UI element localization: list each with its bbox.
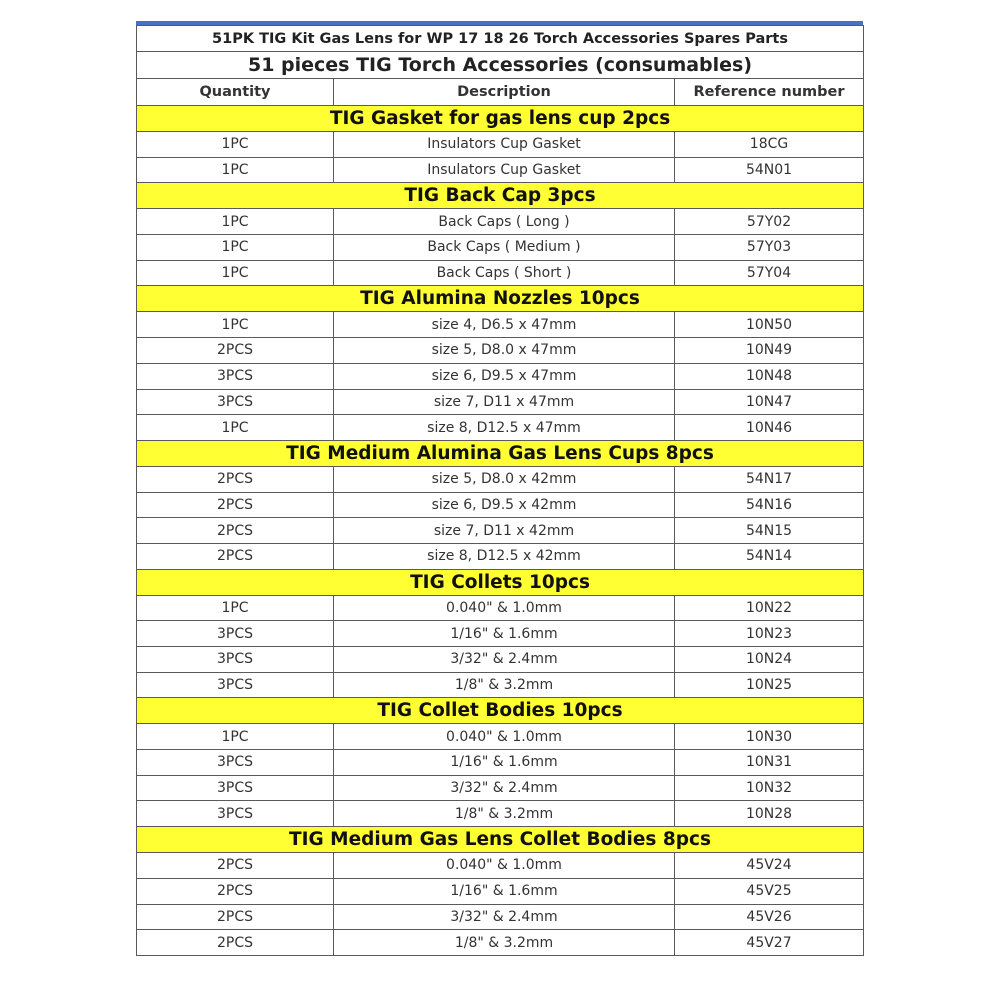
- description-cell: 0.040" & 1.0mm: [334, 595, 675, 621]
- table-row: [137, 930, 864, 956]
- table-row: [137, 209, 864, 235]
- reference-cell: 10N25: [675, 672, 864, 698]
- description-cell: Insulators Cup Gasket: [334, 157, 675, 183]
- quantity-cell: 3PCS: [137, 363, 334, 389]
- quantity-cell: 2PCS: [137, 492, 334, 518]
- table-title: 51PK TIG Kit Gas Lens for WP 17 18 26 Torch Accessories Spares Parts: [137, 26, 864, 52]
- reference-cell: 10N46: [675, 415, 864, 441]
- reference-cell: 45V27: [675, 930, 864, 956]
- reference-cell: 10N47: [675, 389, 864, 415]
- description-cell: 1/16" & 1.6mm: [334, 621, 675, 647]
- reference-cell: 54N15: [675, 518, 864, 544]
- description-cell: Insulators Cup Gasket: [334, 132, 675, 158]
- description-cell: size 6, D9.5 x 42mm: [334, 492, 675, 518]
- reference-cell: 10N48: [675, 363, 864, 389]
- quantity-cell: 1PC: [137, 415, 334, 441]
- reference-cell: 45V25: [675, 878, 864, 904]
- table-row: [137, 492, 864, 518]
- section-title: TIG Collet Bodies 10pcs: [137, 698, 864, 724]
- quantity-cell: 1PC: [137, 595, 334, 621]
- section-header-row: [137, 698, 864, 724]
- quantity-cell: 1PC: [137, 157, 334, 183]
- table-row: [137, 647, 864, 673]
- description-cell: 0.040" & 1.0mm: [334, 724, 675, 750]
- reference-cell: 57Y02: [675, 209, 864, 235]
- reference-cell: 10N50: [675, 312, 864, 338]
- table-row: [137, 389, 864, 415]
- table-row: [137, 157, 864, 183]
- table-row: [137, 312, 864, 338]
- reference-cell: 45V24: [675, 853, 864, 879]
- table-row: [137, 853, 864, 879]
- description-cell: size 8, D12.5 x 42mm: [334, 543, 675, 569]
- quantity-cell: 3PCS: [137, 750, 334, 776]
- description-cell: 1/8" & 3.2mm: [334, 801, 675, 827]
- quantity-cell: 3PCS: [137, 775, 334, 801]
- description-cell: size 6, D9.5 x 47mm: [334, 363, 675, 389]
- quantity-cell: 1PC: [137, 209, 334, 235]
- quantity-cell: 1PC: [137, 132, 334, 158]
- quantity-cell: 2PCS: [137, 878, 334, 904]
- table-row: [137, 724, 864, 750]
- description-cell: size 4, D6.5 x 47mm: [334, 312, 675, 338]
- table-row: [137, 415, 864, 441]
- section-header-row: [137, 569, 864, 595]
- reference-cell: 10N32: [675, 775, 864, 801]
- quantity-cell: 3PCS: [137, 389, 334, 415]
- table-row: [137, 775, 864, 801]
- table-row: [137, 235, 864, 261]
- description-cell: 1/8" & 3.2mm: [334, 672, 675, 698]
- reference-cell: 54N16: [675, 492, 864, 518]
- quantity-cell: 1PC: [137, 260, 334, 286]
- table-row: [137, 466, 864, 492]
- table-row: [137, 878, 864, 904]
- section-title: TIG Medium Alumina Gas Lens Cups 8pcs: [137, 440, 864, 466]
- quantity-cell: 2PCS: [137, 904, 334, 930]
- description-cell: 1/16" & 1.6mm: [334, 878, 675, 904]
- quantity-cell: 2PCS: [137, 518, 334, 544]
- reference-cell: 45V26: [675, 904, 864, 930]
- description-cell: Back Caps ( Short ): [334, 260, 675, 286]
- parts-table-body: [137, 26, 864, 956]
- title-row: [137, 26, 864, 52]
- section-header-row: [137, 827, 864, 853]
- description-cell: 3/32" & 2.4mm: [334, 775, 675, 801]
- section-title: TIG Back Cap 3pcs: [137, 183, 864, 209]
- section-header-row: [137, 286, 864, 312]
- section-header-row: [137, 106, 864, 132]
- description-cell: Back Caps ( Medium ): [334, 235, 675, 261]
- table-row: [137, 672, 864, 698]
- table-row: [137, 543, 864, 569]
- section-title: TIG Gasket for gas lens cup 2pcs: [137, 106, 864, 132]
- quantity-cell: 1PC: [137, 312, 334, 338]
- column-header-reference: Reference number: [675, 79, 864, 106]
- section-title: TIG Collets 10pcs: [137, 569, 864, 595]
- subtitle-row: [137, 52, 864, 79]
- table-row: [137, 750, 864, 776]
- table-row: [137, 595, 864, 621]
- section-title: TIG Medium Gas Lens Collet Bodies 8pcs: [137, 827, 864, 853]
- reference-cell: 10N30: [675, 724, 864, 750]
- description-cell: Back Caps ( Long ): [334, 209, 675, 235]
- quantity-cell: 2PCS: [137, 853, 334, 879]
- parts-table-sheet: [136, 21, 863, 956]
- table-row: [137, 518, 864, 544]
- quantity-cell: 3PCS: [137, 647, 334, 673]
- column-header-description: Description: [334, 79, 675, 106]
- section-header-row: [137, 183, 864, 209]
- quantity-cell: 2PCS: [137, 466, 334, 492]
- reference-cell: 54N14: [675, 543, 864, 569]
- description-cell: size 5, D8.0 x 42mm: [334, 466, 675, 492]
- table-row: [137, 132, 864, 158]
- table-row: [137, 904, 864, 930]
- description-cell: size 8, D12.5 x 47mm: [334, 415, 675, 441]
- column-header-quantity: Quantity: [137, 79, 334, 106]
- description-cell: 3/32" & 2.4mm: [334, 647, 675, 673]
- reference-cell: 57Y04: [675, 260, 864, 286]
- reference-cell: 54N01: [675, 157, 864, 183]
- table-row: [137, 260, 864, 286]
- description-cell: 1/8" & 3.2mm: [334, 930, 675, 956]
- column-header-row: [137, 79, 864, 106]
- quantity-cell: 3PCS: [137, 621, 334, 647]
- table-row: [137, 338, 864, 364]
- section-title: TIG Alumina Nozzles 10pcs: [137, 286, 864, 312]
- reference-cell: 57Y03: [675, 235, 864, 261]
- description-cell: 1/16" & 1.6mm: [334, 750, 675, 776]
- table-subtitle: 51 pieces TIG Torch Accessories (consumables): [137, 52, 864, 79]
- reference-cell: 10N49: [675, 338, 864, 364]
- reference-cell: 54N17: [675, 466, 864, 492]
- reference-cell: 10N24: [675, 647, 864, 673]
- reference-cell: 10N22: [675, 595, 864, 621]
- parts-table: [136, 25, 864, 956]
- description-cell: 3/32" & 2.4mm: [334, 904, 675, 930]
- quantity-cell: 2PCS: [137, 930, 334, 956]
- description-cell: size 5, D8.0 x 47mm: [334, 338, 675, 364]
- quantity-cell: 1PC: [137, 724, 334, 750]
- quantity-cell: 2PCS: [137, 543, 334, 569]
- description-cell: size 7, D11 x 42mm: [334, 518, 675, 544]
- reference-cell: 10N31: [675, 750, 864, 776]
- quantity-cell: 1PC: [137, 235, 334, 261]
- quantity-cell: 3PCS: [137, 672, 334, 698]
- description-cell: size 7, D11 x 47mm: [334, 389, 675, 415]
- reference-cell: 10N28: [675, 801, 864, 827]
- reference-cell: 10N23: [675, 621, 864, 647]
- description-cell: 0.040" & 1.0mm: [334, 853, 675, 879]
- table-row: [137, 801, 864, 827]
- section-header-row: [137, 440, 864, 466]
- quantity-cell: 3PCS: [137, 801, 334, 827]
- reference-cell: 18CG: [675, 132, 864, 158]
- table-row: [137, 363, 864, 389]
- table-row: [137, 621, 864, 647]
- quantity-cell: 2PCS: [137, 338, 334, 364]
